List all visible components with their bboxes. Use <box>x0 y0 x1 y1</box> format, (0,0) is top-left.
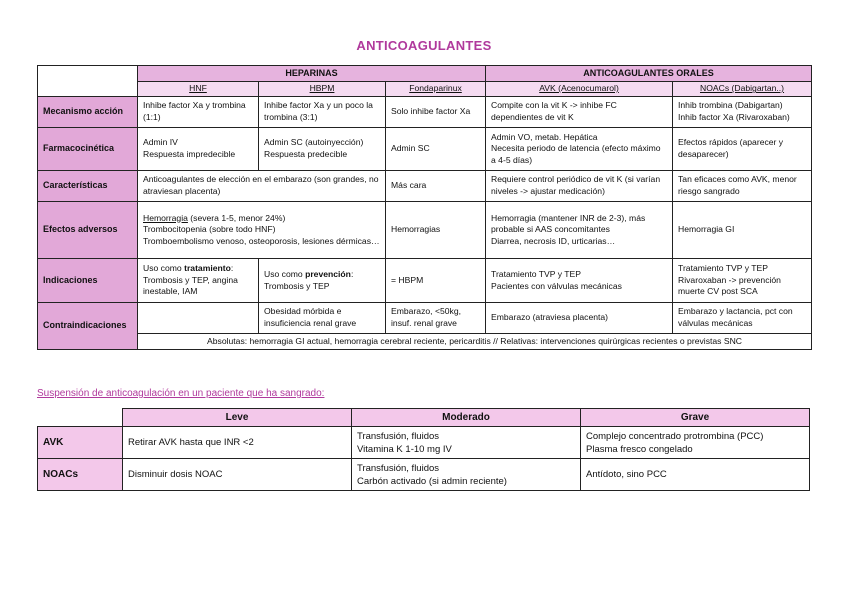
cell-line: Tratamiento TVP y TEP <box>491 268 581 279</box>
cell-contra-noacs: Embarazo y lactancia, pct con válvulas mecánicas <box>673 303 812 334</box>
row-header-avk: AVK <box>38 427 123 459</box>
col-header-moderado: Moderado <box>352 409 581 427</box>
cell-line: Rivaroxaban -> prevención muerte CV post SCA <box>678 274 781 297</box>
row-header-contraindicaciones: Contraindicaciones <box>38 303 138 350</box>
group-header-orales: ANTICOAGULANTES ORALES <box>486 66 812 82</box>
cell-line: Trombosis y TEP, angina inestable, IAM <box>143 274 238 297</box>
cell-efectos-avk <box>486 202 673 259</box>
suspension-heading: Suspensión de anticoagulación en un paciente que ha sangrado: <box>37 388 325 399</box>
cell-line <box>143 213 380 225</box>
cell-line: Respuesta impredecible <box>143 149 236 159</box>
cell-indic-avk <box>486 259 673 303</box>
prevencion-bold: prevención <box>305 268 351 279</box>
cell-farmaco-hnf <box>138 128 259 171</box>
cell-efectos-heparinas <box>138 202 386 259</box>
row-header-noacs: NOACs <box>38 459 123 491</box>
cell-line: Respuesta predecible <box>264 149 348 159</box>
col-header-hnf: HNF <box>138 82 259 97</box>
cell-indic-noacs <box>673 259 812 303</box>
cell-farmaco-fonda: Admin SC <box>386 128 486 171</box>
col-header-hbpm: HBPM <box>259 82 386 97</box>
cell-indic-hbpm <box>259 259 386 303</box>
cell-contra-hnf <box>138 303 259 334</box>
col-header-grave: Grave <box>581 409 810 427</box>
cell-line: Tromboembolismo venoso, osteoporosis, lesiones dérmicas… <box>143 235 380 246</box>
row-header-farmacocinetica: Farmacocinética <box>38 128 138 171</box>
col-header-avk: AVK (Acenocumarol) <box>486 82 673 97</box>
cell-noacs-leve: Disminuir dosis NOAC <box>123 459 352 491</box>
cell-mecanismo-hbpm: Inhibe factor Xa y un poco la trombina (3:1) <box>259 97 386 128</box>
row-header-efectos: Efectos adversos <box>38 202 138 259</box>
cell-line: Trombocitopenia (sobre todo HNF) <box>143 224 276 235</box>
row-header-caracteristicas: Características <box>38 171 138 202</box>
cell-caract-heparinas: Anticoagulantes de elección en el embarazo (son grandes, no atraviesan placenta) <box>138 171 386 202</box>
table-row <box>38 97 812 128</box>
table-row <box>38 171 812 202</box>
cell-line: Admin SC (autoinyección) <box>264 137 364 148</box>
table-row <box>38 427 810 459</box>
row-header-indicaciones: Indicaciones <box>38 259 138 303</box>
cell-farmaco-avk <box>486 128 673 171</box>
cell-text: (severa 1-5, menor 24%) <box>187 212 286 223</box>
table-row <box>38 259 812 303</box>
cell-efectos-noacs: Hemorragia GI <box>673 202 812 259</box>
cell-mecanismo-avk: Compite con la vit K -> inhibe FC dependientes de vit K <box>486 97 673 128</box>
cell-line: Hemorragia (mantener INR de 2-3), más probable si AAS concomitantes <box>491 212 646 235</box>
page-title: ANTICOAGULANTES <box>356 38 492 53</box>
table-row <box>38 459 810 491</box>
row-header-mecanismo: Mecanismo acción <box>38 97 138 128</box>
cell-line: Tratamiento TVP y TEP <box>678 263 768 274</box>
cell-efectos-fonda: Hemorragias <box>386 202 486 259</box>
cell-line: Inhib factor Xa (Rivaroxaban) <box>678 112 790 122</box>
cell-mecanismo-hnf: Inhibe factor Xa y trombina (1:1) <box>138 97 259 128</box>
cell-text: : <box>230 263 234 274</box>
col-header-leve: Leve <box>123 409 352 427</box>
cell-farmaco-noacs: Efectos rápidos (aparecer y desaparecer) <box>673 128 812 171</box>
group-header-heparinas: HEPARINAS <box>138 66 486 82</box>
cell-contra-hbpm: Obesidad mórbida e insuficiencia renal grave <box>259 303 386 334</box>
cell-farmaco-hbpm <box>259 128 386 171</box>
cell-line: Diarrea, necrosis ID, urticarias… <box>491 235 616 246</box>
table-row <box>38 334 812 350</box>
cell-mecanismo-fonda: Solo inhibe factor Xa <box>386 97 486 128</box>
cell-line: Admin IV <box>143 137 178 148</box>
anticoagulants-table <box>37 65 812 350</box>
suspension-table <box>37 408 810 491</box>
cell-line: Vitamina K 1-10 mg IV <box>357 443 452 455</box>
cell-caract-fonda: Más cara <box>386 171 486 202</box>
cell-noacs-grave: Antídoto, sino PCC <box>581 459 810 491</box>
cell-avk-moderado <box>352 427 581 459</box>
cell-avk-leve: Retirar AVK hasta que INR <2 <box>123 427 352 459</box>
cell-caract-avk: Requiere control periódico de vit K (si varían niveles -> ajustar medicación) <box>486 171 673 202</box>
cell-text: Uso como <box>264 268 306 279</box>
table-row <box>38 202 812 259</box>
table-row <box>38 303 812 334</box>
cell-line: Complejo concentrado protrombina (PCC) <box>586 430 764 442</box>
cell-line <box>143 263 253 275</box>
cell-text: : <box>350 268 354 279</box>
corner-cell <box>38 409 123 427</box>
cell-contra-avk: Embarazo (atraviesa placenta) <box>486 303 673 334</box>
cell-line: Carbón activado (si admin reciente) <box>357 475 507 487</box>
cell-text: Uso como <box>143 263 185 274</box>
tratamiento-bold: tratamiento <box>184 263 231 274</box>
cell-line: Necesita periodo de latencia (efecto máximo a 4-5 días) <box>491 143 661 165</box>
cell-avk-grave <box>581 427 810 459</box>
cell-noacs-moderado <box>352 459 581 491</box>
cell-line: Transfusión, fluidos <box>357 462 440 474</box>
cell-line: Transfusión, fluidos <box>357 430 440 442</box>
table-row <box>38 128 812 171</box>
cell-caract-noacs: Tan eficaces como AVK, menor riesgo sangrado <box>673 171 812 202</box>
cell-line: Admin VO, metab. Hepática <box>491 131 598 142</box>
cell-line: Trombosis y TEP <box>264 280 330 291</box>
cell-contra-fonda: Embarazo, <50kg, insuf. renal grave <box>386 303 486 334</box>
cell-indic-hnf <box>138 259 259 303</box>
cell-line: Pacientes con válvulas mecánicas <box>491 280 622 291</box>
col-header-noacs: NOACs (Dabigartan..) <box>673 82 812 97</box>
col-header-fondaparinux: Fondaparinux <box>386 82 486 97</box>
cell-line: Plasma fresco congelado <box>586 443 693 455</box>
cell-line <box>264 269 380 281</box>
hemorragia-underlined: Hemorragia <box>143 212 188 223</box>
cell-line: Inhib trombina (Dabigartan) <box>678 100 783 111</box>
cell-contra-general: Absolutas: hemorragia GI actual, hemorragia cerebral reciente, pericarditis // Relativas: intervenciones quirúrgicas recientes o previstas SNC <box>138 334 812 350</box>
cell-mecanismo-noacs <box>673 97 812 128</box>
cell-indic-fonda: = HBPM <box>386 259 486 303</box>
corner-cell <box>38 66 138 97</box>
